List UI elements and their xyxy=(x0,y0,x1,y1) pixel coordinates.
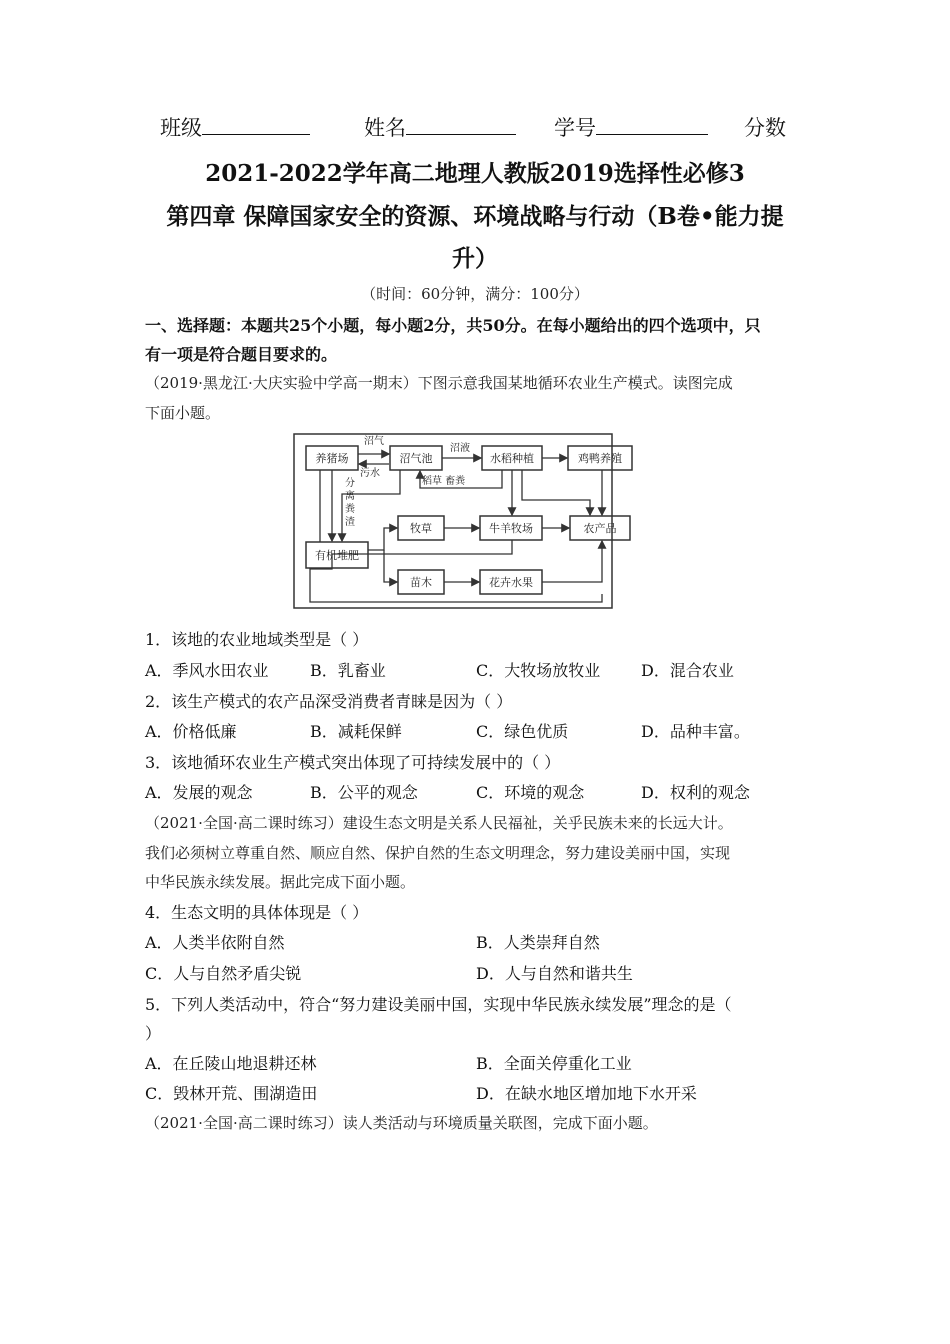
separate-dung-label-1: 分 xyxy=(345,478,355,489)
exam-info: （时间：60分钟，满分：100分） xyxy=(361,285,589,303)
q5-stem-line-1: 5．下列人类活动中，符合“努力建设美丽中国，实现中华民族永续发展”理念的是（ xyxy=(145,995,732,1014)
separate-dung-label-4: 渣 xyxy=(345,517,355,528)
organic-fertilizer-label: 有机堆肥 xyxy=(315,549,359,562)
q1-option-d[interactable]: D．混合农业 xyxy=(641,661,734,680)
sewage-edge-label: 污水 xyxy=(360,468,380,479)
q4-option-b[interactable]: B．人类崇拜自然 xyxy=(476,933,600,952)
section-heading-line-1: 一、选择题：本题共25个小题，每小题2分，共50分。在每小题给出的四个选项中，只 xyxy=(145,316,761,335)
poultry-label: 鸡鸭养殖 xyxy=(578,452,622,465)
score-label: 分数 xyxy=(744,116,786,140)
title-line-3: 升） xyxy=(452,245,498,272)
q5-option-c[interactable]: C．毁林开荒、围湖造田 xyxy=(145,1084,318,1103)
q1-option-c[interactable]: C．大牧场放牧业 xyxy=(476,661,601,680)
cattle-sheep-label: 牛羊牧场 xyxy=(489,522,533,535)
circular-agriculture-diagram xyxy=(290,430,622,612)
farm-products-label: 农产品 xyxy=(583,522,617,535)
q3-option-a[interactable]: A．发展的观念 xyxy=(145,783,253,802)
q4-option-c[interactable]: C．人与自然矛盾尖锐 xyxy=(145,964,302,983)
number-label: 学号 xyxy=(554,116,596,140)
q2-stem: 2．该生产模式的农产品深受消费者青睐是因为（ ） xyxy=(145,692,513,711)
q1-stem: 1．该地的农业地域类型是（ ） xyxy=(145,630,369,649)
intro1-line-1: （2019·黑龙江·大庆实验中学高一期末）下图示意我国某地循环农业生产模式。读图完成 xyxy=(145,374,733,392)
q3-option-c[interactable]: C．环境的观念 xyxy=(476,783,585,802)
score-field xyxy=(744,112,786,142)
class-blank[interactable] xyxy=(202,112,310,135)
intro1-line-2: 下面小题。 xyxy=(145,404,221,422)
intro2-line-1: （2021·全国·高二课时练习）建设生态文明是关系人民福祉，关乎民族未来的长远大计。 xyxy=(145,814,733,832)
q1-option-a[interactable]: A．季风水田农业 xyxy=(145,661,269,680)
q4-option-d[interactable]: D．人与自然和谐共生 xyxy=(476,964,633,983)
straw-manure-edge-label: 稻草 畜粪 xyxy=(422,476,466,487)
section-heading-line-2: 有一项是符合题目要求的。 xyxy=(145,345,338,364)
q5-option-a[interactable]: A．在丘陵山地退耕还林 xyxy=(145,1054,317,1073)
rice-label: 水稻种植 xyxy=(490,452,534,465)
biogas-liquid-edge-label: 沼液 xyxy=(450,443,470,454)
intro3-line-1: （2021·全国·高二课时练习）读人类活动与环境质量关联图，完成下面小题。 xyxy=(145,1114,658,1132)
pasture-label: 牧草 xyxy=(410,522,432,535)
q3-option-d[interactable]: D．权利的观念 xyxy=(641,783,750,802)
class-label: 班级 xyxy=(160,116,202,140)
breeding-farm-label: 养猪场 xyxy=(315,452,349,465)
name-field xyxy=(364,112,516,142)
q5-stem-line-2: ） xyxy=(145,1024,162,1043)
q2-option-b[interactable]: B．减耗保鲜 xyxy=(310,722,402,741)
q2-option-a[interactable]: A．价格低廉 xyxy=(145,722,237,741)
intro2-line-3: 中华民族永续发展。据此完成下面小题。 xyxy=(145,873,416,891)
q4-option-a[interactable]: A．人类半依附自然 xyxy=(145,933,285,952)
number-blank[interactable] xyxy=(596,112,708,135)
q5-option-d[interactable]: D．在缺水地区增加地下水开采 xyxy=(476,1084,697,1103)
separate-dung-label-3: 粪 xyxy=(345,504,355,515)
name-label: 姓名 xyxy=(364,116,406,140)
seedlings-label: 苗木 xyxy=(410,576,432,589)
class-field xyxy=(160,112,310,142)
title-line-1: 2021-2022学年高二地理人教版2019选择性必修3 xyxy=(205,160,745,187)
biogas-edge-label: 沼气 xyxy=(364,436,384,447)
q3-option-b[interactable]: B．公平的观念 xyxy=(310,783,418,802)
separate-dung-label-2: 离 xyxy=(345,491,355,502)
q1-option-b[interactable]: B．乳畜业 xyxy=(310,661,386,680)
biogas-pit-label: 沼气池 xyxy=(399,452,433,465)
q4-stem: 4．生态文明的具体体现是（ ） xyxy=(145,903,369,922)
q2-option-c[interactable]: C．绿色优质 xyxy=(476,722,569,741)
q3-stem: 3．该地循环农业生产模式突出体现了可持续发展中的（ ） xyxy=(145,753,561,772)
title-line-2: 第四章 保障国家安全的资源、环境战略与行动（B卷•能力提 xyxy=(166,203,784,230)
flowers-fruits-label: 花卉水果 xyxy=(489,576,533,589)
q2-option-d[interactable]: D．品种丰富。 xyxy=(641,722,750,741)
number-field xyxy=(554,112,708,142)
intro2-line-2: 我们必须树立尊重自然、顺应自然、保护自然的生态文明理念，努力建设美丽中国，实现 xyxy=(145,844,731,862)
q5-option-b[interactable]: B．全面关停重化工业 xyxy=(476,1054,632,1073)
name-blank[interactable] xyxy=(406,112,516,135)
